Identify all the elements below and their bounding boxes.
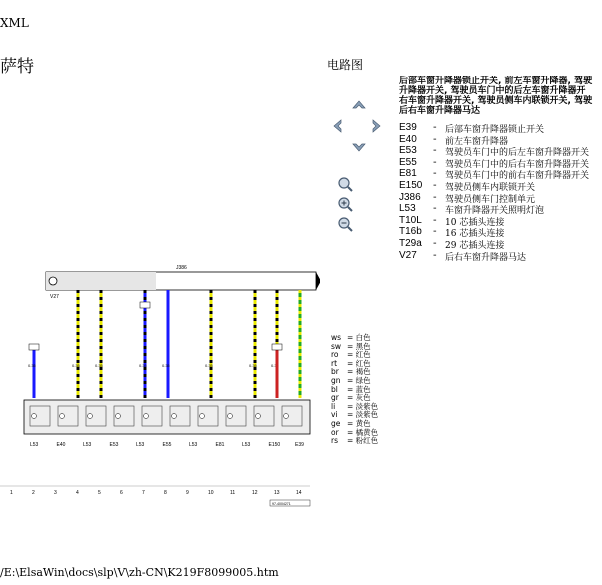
wire-size-label: 0.35	[205, 363, 213, 368]
diagram-description	[399, 76, 602, 116]
legend-code: E53	[399, 145, 417, 157]
component-label: E40	[56, 442, 66, 448]
legend-dash: -	[433, 226, 437, 238]
scale-number: 9	[186, 490, 189, 496]
reference-number: 97-4004271	[272, 502, 291, 506]
color-code: rt	[331, 358, 338, 368]
legend-row	[399, 145, 602, 157]
legend-code: E55	[399, 156, 417, 168]
scale-number: 3	[54, 490, 57, 496]
legend-code: E39	[399, 122, 417, 133]
color-name: = 粉红色	[347, 436, 379, 446]
legend-code: T29a	[399, 237, 422, 249]
color-name: = 黑色	[347, 341, 371, 351]
arrow-down-icon[interactable]	[353, 144, 365, 151]
color-code-row	[331, 437, 378, 446]
scale-number: 5	[98, 490, 101, 496]
lamp-icon	[60, 414, 65, 419]
legend-row	[399, 122, 602, 134]
scale-number: 7	[142, 490, 145, 496]
legend-dash: -	[433, 203, 437, 215]
legend-code: J386	[399, 191, 421, 203]
description-line: 右车窗升降器开关, 驾驶员侧车内联锁开关, 驾驶	[399, 96, 593, 106]
zoom-icon[interactable]	[339, 178, 352, 191]
wire-size-label: 0.35	[271, 363, 279, 368]
wire-size-label: 0.35	[162, 363, 170, 368]
legend-code: T16b	[399, 226, 422, 238]
color-code: ws	[331, 333, 342, 342]
legend-row	[399, 203, 602, 215]
lamp-icon	[284, 414, 289, 419]
lamp-icon	[172, 414, 177, 419]
component-label: L53	[242, 442, 251, 448]
legend-text: 后右车窗升降器马达	[445, 252, 527, 262]
color-name: = 红色	[347, 350, 371, 360]
legend-text: 前左车窗升降器	[445, 136, 509, 147]
legend-code: E81	[399, 168, 417, 180]
legend-row	[399, 238, 602, 250]
legend-dash: -	[433, 249, 437, 261]
component-label: L53	[189, 442, 198, 448]
control-unit-shade	[46, 272, 156, 290]
legend-row	[399, 134, 602, 146]
legend-text: 16 芯插头连接	[445, 229, 505, 240]
legend-text: 29 芯插头连接	[445, 240, 505, 251]
color-name: = 蓝色	[347, 384, 371, 394]
legend-dash: -	[433, 122, 437, 133]
lamp-icon	[200, 414, 205, 419]
wire-size-label: 0.35	[72, 363, 80, 368]
scale-number: 1	[10, 490, 13, 496]
component-label: L53	[83, 442, 92, 448]
description-line: 后右车窗升降器马达	[399, 106, 481, 116]
legend-code: E150	[399, 179, 423, 191]
legend-text: 驾驶员车门中的后左车窗升降器开关	[445, 148, 590, 159]
scale-number: 11	[230, 490, 236, 496]
ground-symbol-icon	[49, 277, 57, 285]
component-label: E55	[162, 442, 172, 448]
legend-code: T10L	[399, 214, 422, 226]
scale-number: 2	[32, 490, 35, 496]
lamp-icon	[228, 414, 233, 419]
zoom-out-icon[interactable]	[339, 218, 352, 231]
lamp-icon	[88, 414, 93, 419]
color-name: = 淡紫色	[347, 410, 379, 420]
file-path: /E:\ElsaWin\docs\slp\V\zh-CN\K219F8099005.htm	[0, 566, 279, 579]
legend-text: 驾驶员侧车门控制单元	[445, 194, 536, 205]
legend-text: 车窗升降器开关照明灯泡	[445, 206, 545, 217]
continuation-arrow-icon	[316, 272, 320, 290]
connector-box	[272, 344, 282, 350]
wire-color-legend	[331, 334, 378, 446]
description-line: 后部车窗升降器锁止开关, 前左车窗升降器, 驾驶	[399, 76, 593, 86]
zoom-in-icon[interactable]	[339, 198, 352, 211]
legend-dash: -	[433, 156, 437, 168]
lamp-icon	[256, 414, 261, 419]
color-code: ge	[331, 418, 341, 428]
legend-row	[399, 157, 602, 169]
component-legend	[399, 122, 602, 261]
scale-number: 14	[296, 490, 302, 496]
scale-number: 6	[120, 490, 123, 496]
scale-number: 8	[164, 490, 167, 496]
scale-number: 13	[274, 490, 280, 496]
color-name: = 淡紫色	[347, 401, 379, 411]
circuit-diagram-title: 电路图	[327, 58, 364, 72]
connector-box	[140, 302, 150, 308]
legend-code: V27	[399, 249, 417, 261]
color-code: bl	[331, 384, 338, 394]
color-code: ro	[331, 350, 339, 360]
connector-box	[29, 344, 39, 350]
legend-row	[399, 226, 602, 238]
color-name: = 橘黄色	[347, 427, 379, 437]
color-name: = 绿色	[347, 375, 371, 385]
legend-text: 驾驶员车门中的后右车窗升降器开关	[445, 159, 590, 170]
wiring-diagram	[0, 260, 320, 520]
legend-text: 后部车窗升降器锁止开关	[445, 125, 545, 135]
color-code: br	[331, 367, 339, 377]
legend-dash: -	[433, 237, 437, 249]
legend-row	[399, 250, 602, 262]
color-code: or	[331, 427, 339, 437]
legend-text: 驾驶员侧车内联锁开关	[445, 182, 536, 193]
component-label: E39	[295, 442, 304, 448]
scale-number: 10	[208, 490, 214, 496]
component-label: E53	[109, 442, 119, 448]
color-code: sw	[331, 341, 342, 351]
control-unit-label: J386	[176, 265, 187, 271]
lamp-icon	[32, 414, 37, 419]
color-code: vi	[331, 410, 338, 420]
legend-dash: -	[433, 214, 437, 226]
lamp-icon	[144, 414, 149, 419]
component-label: L53	[30, 442, 39, 448]
color-code: gr	[331, 393, 339, 403]
legend-dash: -	[433, 168, 437, 180]
wire-size-label: 0.35	[95, 363, 103, 368]
scale-number: 4	[76, 490, 79, 496]
description-line: 升降器开关, 驾驶员车门中的后左车窗升降器开	[399, 86, 586, 96]
component-label: L53	[136, 442, 145, 448]
legend-dash: -	[433, 191, 437, 203]
legend-text: 驾驶员车门中的前右车窗升降器开关	[445, 171, 590, 182]
arrow-left-icon[interactable]	[334, 120, 341, 132]
scale-number: 12	[252, 490, 258, 496]
color-name: = 红色	[347, 358, 371, 368]
arrow-right-icon[interactable]	[373, 120, 380, 132]
brand-title: 萨特	[0, 57, 34, 77]
legend-code: E40	[399, 133, 417, 145]
color-name: = 白色	[347, 333, 371, 342]
component-label: E150	[268, 442, 281, 448]
legend-text: 10 芯插头连接	[445, 217, 505, 228]
color-name: = 灰色	[347, 393, 371, 403]
lamp-icon	[116, 414, 121, 419]
xml-label: XML	[0, 16, 29, 30]
color-code: li	[331, 401, 336, 411]
legend-row	[399, 215, 602, 227]
switch-module	[24, 400, 310, 434]
color-name: = 褐色	[347, 367, 371, 377]
legend-row	[399, 168, 602, 180]
component-label: E81	[215, 442, 225, 448]
motor-label: V27	[50, 294, 59, 300]
color-code: gn	[331, 375, 341, 385]
legend-dash: -	[433, 179, 437, 191]
color-name: = 黄色	[347, 418, 371, 428]
wire-size-label: 0.35	[139, 363, 147, 368]
arrow-up-icon[interactable]	[353, 101, 365, 108]
wire-size-label: 0.35	[249, 363, 257, 368]
legend-row	[399, 192, 602, 204]
legend-code: L53	[399, 203, 416, 215]
legend-row	[399, 180, 602, 192]
legend-dash: -	[433, 145, 437, 157]
color-code: rs	[331, 436, 338, 446]
wire-size-label: 0.35	[28, 363, 36, 368]
navigation-controls	[329, 96, 389, 236]
legend-dash: -	[433, 133, 437, 145]
